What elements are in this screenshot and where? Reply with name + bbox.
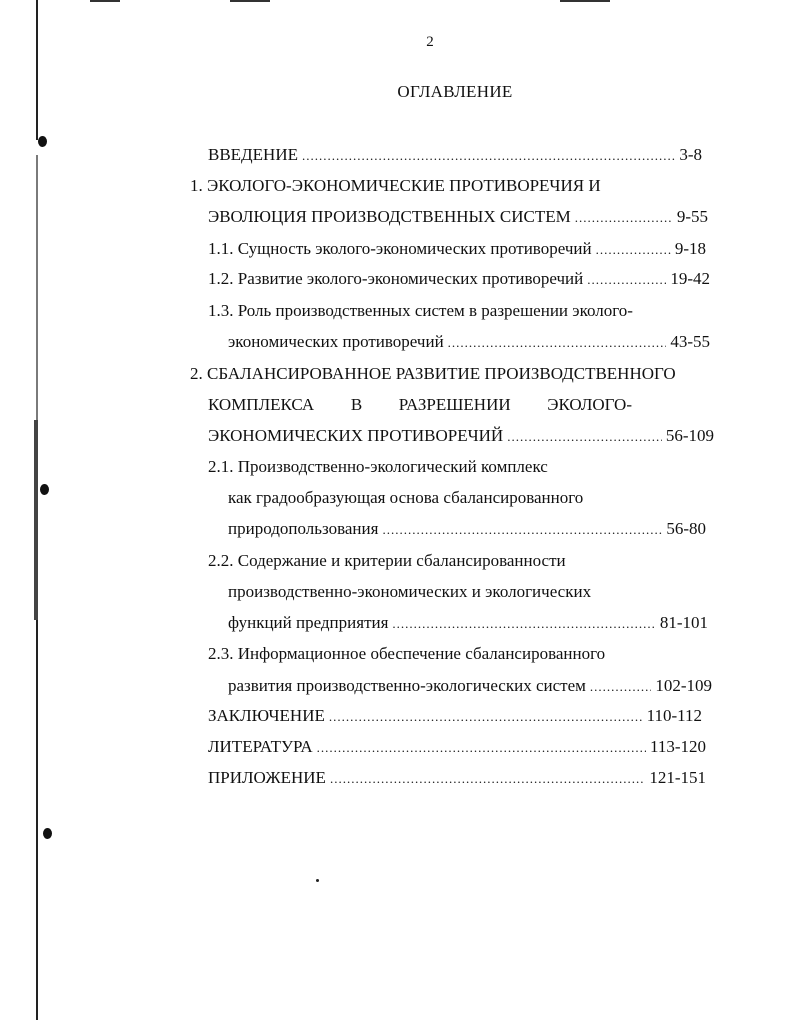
page-number: 2 bbox=[426, 34, 434, 50]
toc-entry-label: 1.1. Сущность эколого-экономических противоречий bbox=[208, 239, 592, 258]
toc-section-2-1-line-1: 2.1. Производственно-экологический комплекс bbox=[208, 457, 548, 476]
toc-entry-pages: 121-151 bbox=[649, 768, 706, 787]
toc-entry-intro bbox=[208, 145, 702, 166]
toc-entry-label: развития производственно-экологических систем bbox=[228, 676, 586, 695]
toc-entry-label: ЭВОЛЮЦИЯ ПРОИЗВОДСТВЕННЫХ СИСТЕМ bbox=[208, 207, 571, 226]
toc-section-2-1-line-2: как градообразующая основа сбалансированного bbox=[228, 488, 584, 507]
binding-edge bbox=[30, 0, 44, 1024]
toc-entry-label: природопользования bbox=[228, 519, 379, 538]
dot-leader bbox=[330, 769, 645, 789]
toc-entry-label: ЭКОНОМИЧЕСКИХ ПРОТИВОРЕЧИЙ bbox=[208, 426, 504, 445]
binding-hole bbox=[38, 136, 47, 147]
toc-chapter-2 bbox=[208, 426, 714, 447]
toc-entry-pages: 102-109 bbox=[655, 676, 712, 695]
toc-section-1-3 bbox=[228, 332, 710, 353]
toc-section-2-2 bbox=[228, 613, 708, 634]
toc-section-2-3-line-1: 2.3. Информационное обеспечение сбалансированного bbox=[208, 644, 606, 663]
toc-entry-pages: 19-42 bbox=[670, 269, 710, 288]
dot-leader bbox=[596, 240, 671, 260]
toc-entry-label: ЗАКЛЮЧЕНИЕ bbox=[208, 706, 325, 725]
dot-leader bbox=[392, 614, 655, 634]
toc-entry-label: ПРИЛОЖЕНИЕ bbox=[208, 768, 326, 787]
toc-section-2-2-line-1: 2.2. Содержание и критерии сбалансированности bbox=[208, 551, 566, 570]
toc-section-1-1 bbox=[208, 239, 706, 260]
dot-leader bbox=[590, 677, 651, 697]
toc-entry-pages: 110-112 bbox=[646, 706, 702, 725]
toc-heading: ОГЛАВЛЕНИЕ bbox=[397, 82, 513, 101]
dot-leader bbox=[587, 270, 666, 290]
toc-entry-label: ВВЕДЕНИЕ bbox=[208, 145, 298, 164]
dot-leader bbox=[302, 146, 675, 166]
toc-entry-pages: 3-8 bbox=[679, 145, 702, 164]
toc-entry-conclusion bbox=[208, 706, 702, 727]
justified-word: РАЗРЕШЕНИИ bbox=[398, 395, 511, 414]
toc-section-2-3 bbox=[228, 676, 712, 697]
dot-leader bbox=[507, 427, 662, 447]
top-scan-rule bbox=[230, 0, 270, 2]
dot-leader bbox=[329, 707, 643, 727]
toc-entry-pages: 9-18 bbox=[674, 239, 706, 258]
toc-section-1-3-line-1: 1.3. Роль производственных систем в разрешении эколого- bbox=[208, 301, 633, 320]
justified-word: ЭКОЛОГО- bbox=[547, 395, 632, 414]
toc-entry-pages: 56-109 bbox=[665, 426, 714, 445]
toc-entry-label: экономических противоречий bbox=[228, 332, 444, 351]
toc-entry-pages: 81-101 bbox=[659, 613, 708, 632]
toc-entry-label: ЛИТЕРАТУРА bbox=[208, 737, 313, 756]
toc-section-2-1 bbox=[228, 519, 706, 540]
dot-leader bbox=[448, 333, 667, 353]
scan-speck bbox=[316, 879, 319, 882]
binding-hole bbox=[40, 484, 49, 495]
toc-section-1-2 bbox=[208, 269, 710, 290]
toc-chapter-1 bbox=[208, 207, 708, 228]
dot-leader bbox=[317, 738, 646, 758]
toc-entry-pages: 9-55 bbox=[676, 207, 708, 226]
toc-entry-label: 1.2. Развитие эколого-экономических противоречий bbox=[208, 269, 584, 288]
toc-entry-label: функций предприятия bbox=[228, 613, 389, 632]
toc-section-2-2-line-2: производственно-экономических и экологических bbox=[228, 582, 592, 601]
toc-chapter-1-line-1: 1. ЭКОЛОГО-ЭКОНОМИЧЕСКИЕ ПРОТИВОРЕЧИЯ И bbox=[190, 176, 601, 195]
toc-entry-pages: 43-55 bbox=[670, 332, 710, 351]
binding-hole bbox=[43, 828, 52, 839]
top-scan-rule bbox=[90, 0, 120, 2]
toc-entry-appendix bbox=[208, 768, 706, 789]
dot-leader bbox=[382, 520, 662, 540]
toc-entry-pages: 113-120 bbox=[649, 737, 706, 756]
toc-chapter-2-line-1: 2. СБАЛАНСИРОВАННОЕ РАЗВИТИЕ ПРОИЗВОДСТВЕННОГО bbox=[190, 364, 676, 383]
toc-chapter-2-line-2 bbox=[208, 395, 632, 415]
toc-entry-literature bbox=[208, 737, 706, 758]
top-scan-rule bbox=[560, 0, 610, 2]
toc-entry-pages: 56-80 bbox=[666, 519, 706, 538]
justified-word: КОМПЛЕКСА bbox=[208, 395, 315, 414]
justified-word: В bbox=[350, 395, 363, 414]
dot-leader bbox=[575, 208, 673, 228]
